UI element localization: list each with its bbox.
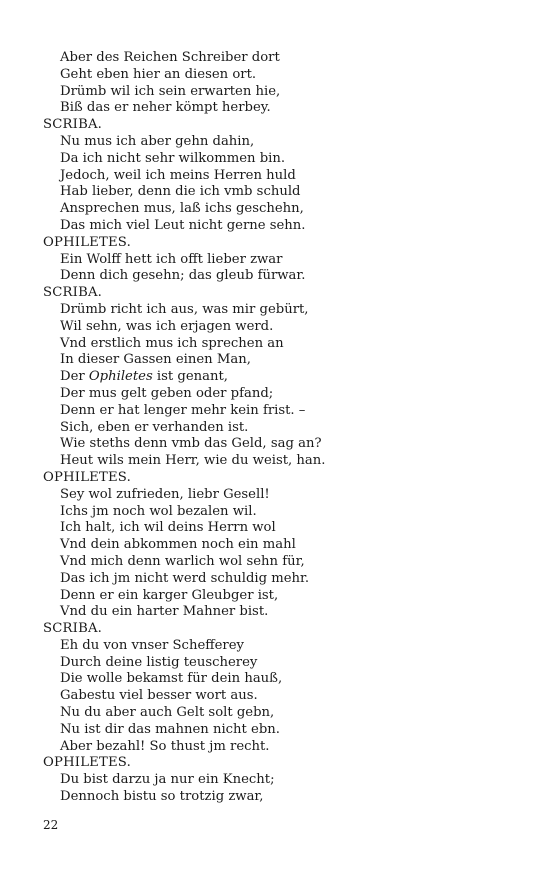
verse-text: ist genant, (152, 369, 228, 385)
verse-line: Denn er hat lenger mehr kein frist. – (60, 402, 306, 418)
verse-line: Geht eben hier an diesen ort. (60, 66, 257, 82)
verse-line: Nu mus ich aber gehn dahin, (60, 133, 255, 149)
verse-line: Sich, eben er verhanden ist. (60, 419, 249, 435)
verse-line: Du bist darzu ja nur ein Knecht; (60, 772, 275, 788)
verse-line: Der mus gelt geben oder pfand; (60, 385, 274, 401)
speaker-heading: SCRIBA. (43, 285, 103, 301)
verse-line: Vnd mich denn warlich wol sehn für, (60, 553, 305, 569)
speaker-heading: SCRIBA. (43, 117, 103, 133)
play-text (43, 50, 523, 806)
verse-line: Das mich viel Leut nicht gerne sehn. (60, 217, 306, 233)
verse-line: Hab lieber, denn die ich vmb schuld (60, 184, 301, 200)
verse-line: Wil sehn, was ich erjagen werd. (60, 318, 274, 334)
verse-line: Ich halt, ich wil deins Herrn wol (60, 520, 276, 536)
speaker-heading: OPHILETES. (43, 469, 131, 485)
verse-line: Drümb richt ich aus, was mir gebürt, (60, 301, 309, 317)
verse-line: Ansprechen mus, laß ichs geschehn, (60, 201, 304, 217)
verse-line: Sey wol zufrieden, liebr Gesell! (60, 486, 270, 502)
verse-line: Das ich jm nicht werd schuldig mehr. (60, 570, 310, 586)
verse-line: Da ich nicht sehr wilkommen bin. (60, 150, 286, 166)
verse-line: Eh du von vnser Schefferey (60, 637, 244, 653)
verse-line: Nu ist dir das mahnen nicht ebn. (60, 721, 280, 737)
verse-line: Ein Wolff hett ich offt lieber zwar (60, 251, 283, 267)
verse-line: In dieser Gassen einen Man, (60, 352, 251, 368)
verse-line: Die wolle bekamst für dein hauß, (60, 671, 283, 687)
speaker-heading: SCRIBA. (43, 621, 103, 637)
speaker-heading: OPHILETES. (43, 234, 131, 250)
speaker-heading: OPHILETES. (43, 755, 131, 771)
verse-line: Wie steths denn vmb das Geld, sag an? (60, 436, 322, 452)
verse-text: Der (60, 369, 89, 385)
verse-line: Dennoch bistu so trotzig zwar, (60, 789, 264, 805)
verse-line: Vnd du ein harter Mahner bist. (60, 604, 269, 620)
verse-line (43, 369, 523, 386)
verse-line: Aber des Reichen Schreiber dort (60, 50, 280, 65)
verse-line: Drümb wil ich sein erwarten hie, (60, 83, 281, 99)
verse-line: Biß das er neher kömpt herbey. (60, 100, 271, 116)
verse-line: Aber bezahl! So thust jm recht. (60, 738, 270, 754)
page-number: 22 (43, 818, 59, 832)
verse-line: Nu du aber auch Gelt solt gebn, (60, 705, 275, 721)
verse-line: Denn er ein karger Gleubger ist, (60, 587, 279, 603)
verse-line: Vnd erstlich mus ich sprechen an (60, 335, 284, 351)
verse-line: Jedoch, weil ich meins Herren huld (60, 167, 296, 183)
verse-line: Durch deine listig teuscherey (60, 654, 258, 670)
verse-line: Gabestu viel besser wort aus. (60, 688, 258, 704)
verse-line: Denn dich gesehn; das gleub fürwar. (60, 268, 306, 284)
verse-line: Ichs jm noch wol bezalen wil. (60, 503, 257, 519)
character-name: Ophiletes (88, 369, 153, 385)
verse-line: Heut wils mein Herr, wie du weist, han. (60, 453, 326, 469)
verse-line: Vnd dein abkommen noch ein mahl (60, 537, 296, 553)
